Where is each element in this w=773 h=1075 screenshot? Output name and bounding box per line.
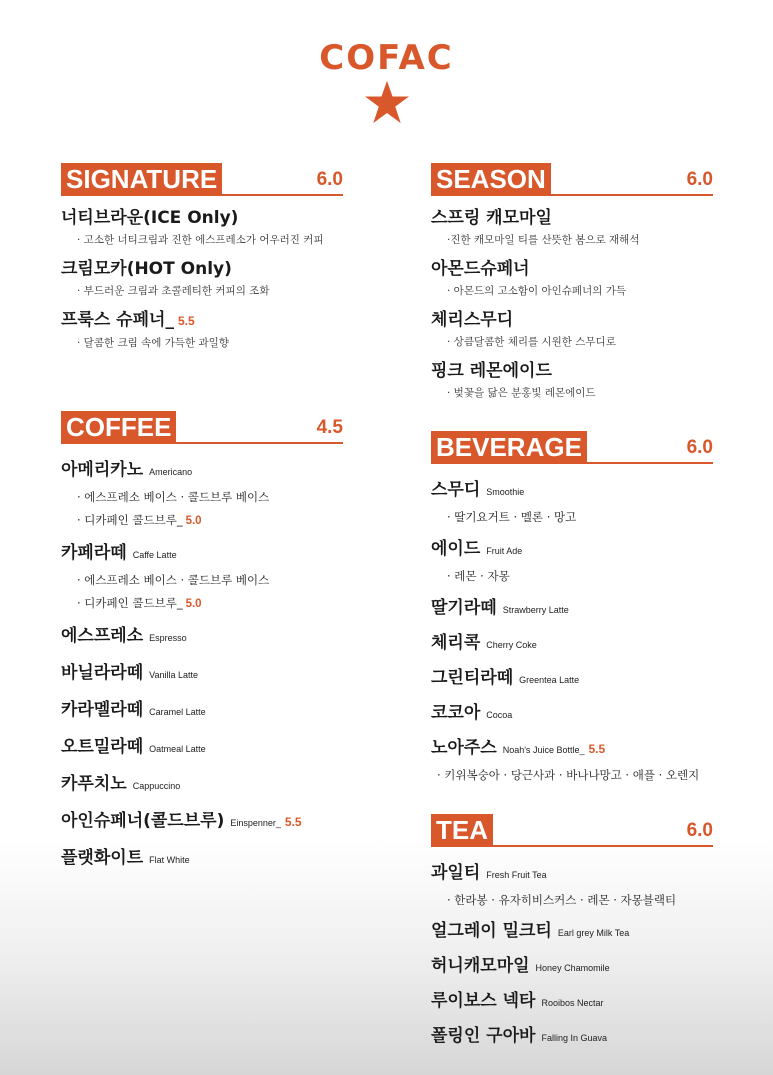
- option-text: · 디카페인 콜드브루_: [77, 596, 183, 610]
- section-header: [61, 163, 343, 197]
- item-name: [61, 662, 343, 686]
- section-title: SIGNATURE: [61, 163, 222, 195]
- item-english: Espresso: [149, 633, 187, 643]
- item-name: [61, 773, 343, 797]
- item-name-text: 스무디: [431, 480, 481, 500]
- menu-item: [61, 625, 343, 649]
- item-name: 핑크 레몬에이드: [431, 361, 552, 381]
- menu-item: [431, 258, 713, 299]
- item-name-text: 에스프레소: [61, 626, 144, 646]
- item-english: Flat White: [149, 855, 190, 865]
- item-name-text: 얼그레이 밀크티: [431, 921, 552, 941]
- item-name: [61, 699, 343, 723]
- item-name-text: 노아주스: [431, 738, 497, 758]
- item-name: [61, 459, 343, 483]
- menu-item: [61, 662, 343, 686]
- item-english: Cherry Coke: [486, 640, 537, 650]
- menu-item: [61, 542, 343, 613]
- option-text: · 디카페인 콜드브루_: [77, 513, 183, 527]
- item-name-text: 에이드: [431, 539, 481, 559]
- menu-item: [61, 207, 343, 248]
- item-name: [431, 538, 713, 562]
- item-name: [431, 632, 713, 656]
- section-title: SEASON: [431, 163, 551, 195]
- menu-item: [431, 702, 713, 726]
- item-english: Noah's Juice Bottle_: [502, 745, 585, 755]
- brand-name: COFAC: [319, 38, 454, 78]
- item-english: Vanilla Latte: [149, 670, 198, 680]
- item-name-text: 카라멜라떼: [61, 700, 144, 720]
- item-english: Earl grey Milk Tea: [557, 928, 630, 938]
- item-price: 5.5: [177, 314, 195, 328]
- section-price: 6.0: [686, 169, 713, 190]
- option-price: 5.0: [185, 515, 202, 527]
- item-english: Rooibos Nectar: [541, 998, 604, 1008]
- section-price: 6.0: [316, 169, 343, 190]
- section-beverage: [431, 431, 713, 784]
- item-english: Fresh Fruit Tea: [486, 870, 547, 880]
- item-english: Greentea Latte: [519, 675, 580, 685]
- logo: [0, 38, 773, 124]
- item-name: [431, 1025, 713, 1049]
- item-english: Cappuccino: [132, 781, 181, 791]
- menu-item: [61, 773, 343, 797]
- section-header: [431, 163, 713, 197]
- item-name-text: 폴링인 구아바: [431, 1026, 536, 1046]
- section-title: TEA: [431, 814, 493, 846]
- item-name-text: 바닐라라떼: [61, 663, 144, 683]
- menu-item: [431, 862, 713, 909]
- menu-item: [431, 955, 713, 979]
- item-english: Falling In Guava: [541, 1033, 607, 1043]
- item-english: Oatmeal Latte: [149, 744, 206, 754]
- menu-item: [431, 479, 713, 526]
- item-name-text: 아인슈페너(콜드브루): [61, 811, 225, 831]
- item-english: Honey Chamomile: [535, 963, 610, 973]
- item-english: Strawberry Latte: [502, 605, 569, 615]
- option-price: 5.0: [185, 598, 202, 610]
- item-name-text: 과일티: [431, 863, 481, 883]
- item-options: [77, 511, 343, 530]
- item-name: [431, 597, 713, 621]
- menu-item: [431, 990, 713, 1014]
- item-name: [431, 920, 713, 944]
- menu-item: [431, 207, 713, 248]
- item-english: Einspenner_: [230, 818, 281, 828]
- item-desc: · 벚꽃을 닮은 분홍빛 레몬에이드: [447, 387, 596, 399]
- item-name-text: 체리콕: [431, 633, 481, 653]
- item-name-text: 카페라떼: [61, 543, 127, 563]
- menu-item: [431, 309, 713, 350]
- item-options: · 딸기요거트 · 멜론 · 망고: [447, 510, 577, 524]
- section-price: 6.0: [686, 437, 713, 458]
- item-name: 크림모카(HOT Only): [61, 259, 232, 279]
- left-column: [61, 163, 343, 871]
- section-coffee: [61, 411, 343, 871]
- item-desc: · 달콤한 크림 속에 가득한 과일향: [77, 337, 229, 349]
- menu-item: [431, 667, 713, 691]
- item-name-text: 딸기라떼: [431, 598, 497, 618]
- item-english: Smoothie: [486, 487, 525, 497]
- item-desc: · 상큼달콤한 체리를 시원한 스무디로: [447, 336, 616, 348]
- item-name-text: 그린티라떼: [431, 668, 514, 688]
- item-name: [431, 737, 713, 761]
- item-name: [431, 862, 713, 886]
- item-price: 5.5: [588, 742, 606, 756]
- menu-item: [431, 597, 713, 621]
- menu-item: [431, 360, 713, 401]
- menu-item: [61, 459, 343, 530]
- item-name-text: 프룩스 슈페너_: [61, 310, 174, 330]
- menu-item: [431, 1025, 713, 1049]
- item-options: · 레몬 · 자몽: [447, 569, 510, 583]
- menu-item: [431, 737, 713, 784]
- item-name-text: 루이보스 넥타: [431, 991, 536, 1011]
- item-name: [431, 667, 713, 691]
- item-name: 너티브라운(ICE Only): [61, 208, 239, 228]
- item-english: Caramel Latte: [149, 707, 206, 717]
- item-name: 아몬드슈페너: [431, 259, 530, 279]
- menu-item: [431, 920, 713, 944]
- item-desc: · 부드러운 크림과 초콜레티한 커피의 조화: [77, 285, 270, 297]
- menu-item: [61, 847, 343, 871]
- item-name: [61, 625, 343, 649]
- item-name: [61, 736, 343, 760]
- menu-item: [61, 309, 343, 351]
- item-name-text: 아메리카노: [61, 460, 144, 480]
- item-name-text: 허니캐모마일: [431, 956, 530, 976]
- item-name: [431, 479, 713, 503]
- menu-item: [61, 736, 343, 760]
- item-options: · 에스프레소 베이스 · 콜드브루 베이스: [77, 490, 270, 504]
- item-desc: · 고소한 너티크림과 진한 에스프레소가 어우러진 커피: [77, 234, 324, 246]
- item-name: [61, 810, 343, 834]
- menu-item: [431, 538, 713, 585]
- item-desc: ·진한 캐모마일 티를 산뜻한 봄으로 재해석: [447, 234, 640, 246]
- menu-item: [61, 258, 343, 299]
- item-name: 체리스무디: [431, 310, 514, 330]
- star-icon: [364, 80, 410, 124]
- item-name: [61, 542, 343, 566]
- section-header: [431, 814, 713, 848]
- section-tea: [431, 814, 713, 1049]
- item-name: [431, 990, 713, 1014]
- item-name-text: 코코아: [431, 703, 481, 723]
- item-english: Americano: [149, 467, 193, 477]
- item-name: 스프링 캐모마일: [431, 208, 552, 228]
- section-header: [431, 431, 713, 465]
- item-name: [61, 309, 343, 332]
- item-options: · 에스프레소 베이스 · 콜드브루 베이스: [77, 573, 270, 587]
- menu-item: [61, 699, 343, 723]
- item-english: Caffe Latte: [132, 550, 177, 560]
- item-price: 5.5: [284, 815, 302, 829]
- section-price: 6.0: [686, 820, 713, 841]
- item-name: [61, 847, 343, 871]
- item-name: [431, 702, 713, 726]
- section-title: BEVERAGE: [431, 431, 587, 463]
- item-english: Cocoa: [486, 710, 513, 720]
- section-title: COFFEE: [61, 411, 176, 443]
- item-name-text: 플랫화이트: [61, 848, 144, 868]
- section-price: 4.5: [316, 417, 343, 438]
- section-header: [61, 411, 343, 445]
- section-signature: [61, 163, 343, 351]
- right-column: [431, 163, 713, 1049]
- item-desc: · 아몬드의 고소함이 아인슈페너의 가득: [447, 285, 626, 297]
- menu-item: [431, 632, 713, 656]
- item-name-text: 카푸치노: [61, 774, 127, 794]
- item-name-text: 오트밀라떼: [61, 737, 144, 757]
- item-options: [77, 594, 343, 613]
- item-name: [431, 955, 713, 979]
- menu-item: [61, 810, 343, 834]
- item-english: Fruit Ade: [486, 546, 523, 556]
- item-options: · 키위복숭아 · 당근사과 · 바나나망고 · 애플 · 오렌지: [437, 768, 700, 782]
- section-season: [431, 163, 713, 401]
- item-options: · 한라봉 · 유자히비스커스 · 레몬 · 자몽블랙티: [447, 893, 677, 907]
